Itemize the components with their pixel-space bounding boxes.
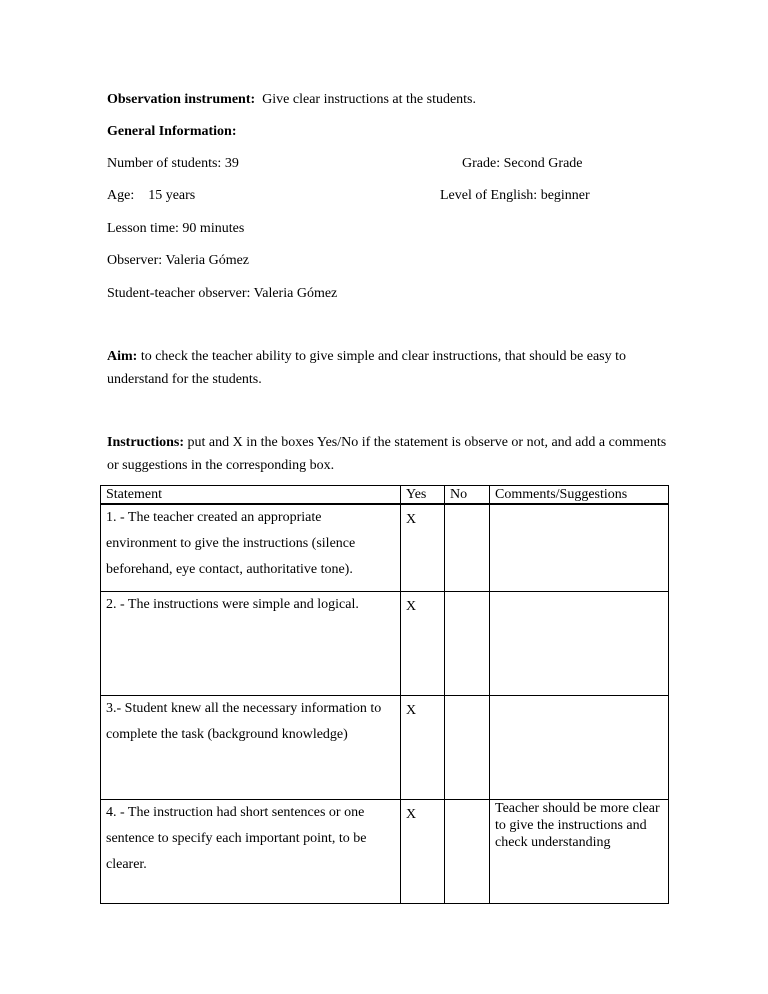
aim-paragraph (107, 345, 667, 391)
lesson-time: Lesson time: 90 minutes (107, 221, 245, 236)
no-cell (445, 695, 490, 799)
yes-cell: X (401, 799, 445, 903)
aim-text: to check the teacher ability to give simple and clear instructions, that should be easy to understand for the students. (107, 349, 627, 387)
comments-cell: Teacher should be more clear to give the instructions and check understanding (490, 799, 669, 903)
age-line (107, 186, 195, 206)
grade: Grade: Second Grade (462, 156, 583, 171)
statement-cell: 4. - The instruction had short sentences or one sentence to specify each important point, to be clearer. (101, 799, 401, 903)
comments-cell (490, 695, 669, 799)
no-cell (445, 591, 490, 695)
observer: Observer: Valeria Gómez (107, 253, 250, 268)
table-row (101, 591, 669, 695)
no-cell (445, 799, 490, 903)
yes-cell: X (401, 504, 445, 591)
instrument-value: Give clear instructions at the students. (262, 92, 477, 107)
statement-cell: 2. - The instructions were simple and logical. (101, 591, 401, 695)
instructions-label: Instructions: (107, 435, 185, 450)
instructions-paragraph (107, 431, 667, 477)
table-row (101, 504, 669, 591)
comments-cell (490, 591, 669, 695)
instrument-label: Observation instrument: (107, 92, 256, 107)
table-header-row (101, 486, 669, 505)
age-label: Age: (107, 188, 135, 203)
statement-cell: 3.- Student knew all the necessary information to complete the task (background knowledge) (101, 695, 401, 799)
header-no: No (445, 486, 490, 505)
observation-instrument-line (107, 90, 476, 110)
general-info-heading: General Information: (107, 124, 237, 139)
statement-cell: 1. - The teacher created an appropriate environment to give the instructions (silence beforehand, eye contact, authoritative tone). (101, 504, 401, 591)
aim-label: Aim: (107, 349, 138, 364)
yes-cell: X (401, 591, 445, 695)
header-statement: Statement (101, 486, 401, 505)
instructions-text: put and X in the boxes Yes/No if the statement is observe or not, and add a comments or suggestions in the corresponding box. (107, 435, 667, 473)
header-comments: Comments/Suggestions (490, 486, 669, 505)
no-cell (445, 504, 490, 591)
yes-cell: X (401, 695, 445, 799)
table-row (101, 799, 669, 903)
age-value: 15 years (148, 188, 196, 203)
student-teacher-observer: Student-teacher observer: Valeria Gómez (107, 286, 338, 301)
observation-table (100, 485, 669, 904)
comments-cell (490, 504, 669, 591)
number-of-students: Number of students: 39 (107, 156, 239, 171)
table-row (101, 695, 669, 799)
header-yes: Yes (401, 486, 445, 505)
level-of-english: Level of English: beginner (440, 188, 590, 203)
